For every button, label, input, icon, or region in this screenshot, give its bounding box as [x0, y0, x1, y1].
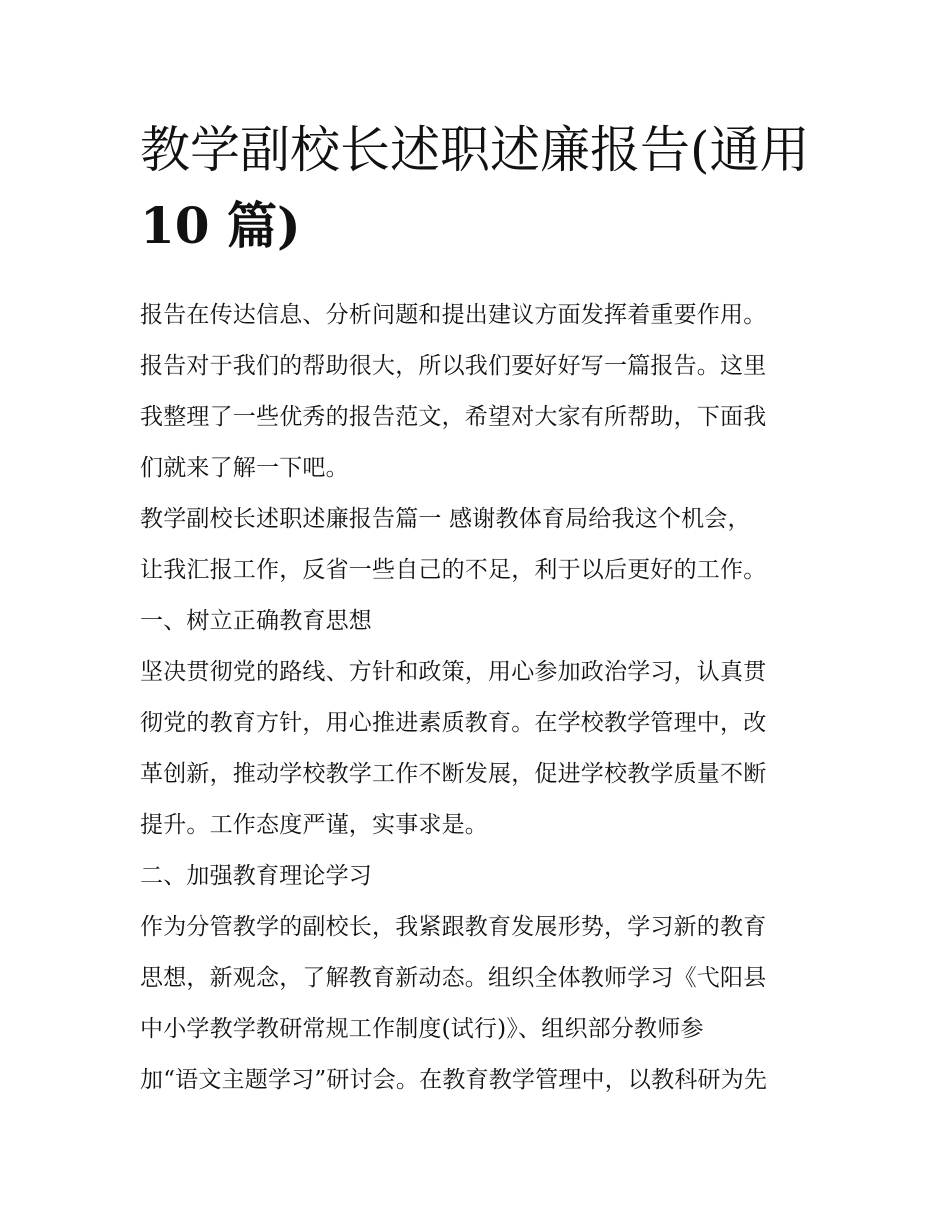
body-line: 作为分管教学的副校长，我紧跟教育发展形势，学习新的教育 — [140, 914, 767, 940]
document-page — [140, 0, 812, 1106]
body-line: 坚决贯彻党的路线、方针和政策，用心参加政治学习，认真贯 — [140, 659, 767, 685]
body-line: 教学副校长述职述廉报告篇一 感谢教体育局给我这个机会， — [140, 506, 751, 532]
document-body — [140, 290, 812, 1106]
body-line: 们就来了解一下吧。 — [140, 455, 349, 481]
body-line: 我整理了一些优秀的报告范文，希望对大家有所帮助，下面我 — [140, 404, 767, 430]
body-line: 报告在传达信息、分析问题和提出建议方面发挥着重要作用。 — [140, 302, 767, 328]
body-line: 加“语文主题学习”研讨会。在教育教学管理中，以教科研为先 — [140, 1067, 768, 1093]
body-line: 报告对于我们的帮助很大，所以我们要好好写一篇报告。这里 — [140, 353, 767, 379]
title-line-1: 教学副校长述职述廉报告(通用 — [140, 121, 810, 179]
body-line: 提升。工作态度严谨，实事求是。 — [140, 812, 488, 838]
section-heading-2: 二、加强教育理论学习 — [140, 863, 372, 889]
section-heading-1: 一、树立正确教育思想 — [140, 608, 372, 634]
body-line: 彻党的教育方针，用心推进素质教育。在学校教学管理中，改 — [140, 710, 767, 736]
document-title — [140, 0, 820, 264]
body-line: 革创新，推动学校教学工作不断发展，促进学校教学质量不断 — [140, 761, 767, 787]
body-line: 让我汇报工作，反省一些自己的不足，利于以后更好的工作。 — [140, 557, 767, 583]
title-line-2: 10 篇) — [140, 196, 301, 255]
body-line: 思想，新观念，了解教育新动态。组织全体教师学习《弋阳县 — [140, 965, 767, 991]
body-line: 中小学教学教研常规工作制度(试行)》、组织部分教师参 — [140, 1016, 704, 1042]
